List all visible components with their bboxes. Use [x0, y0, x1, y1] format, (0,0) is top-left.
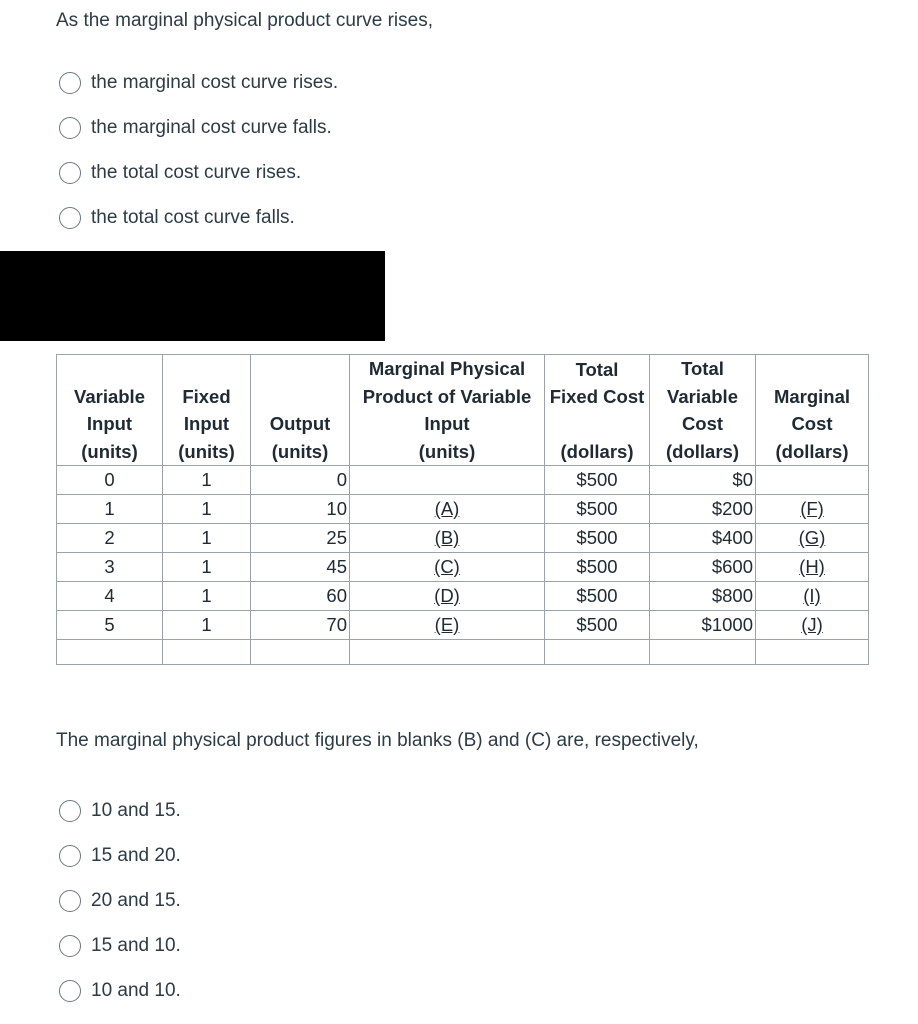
redacted-block [0, 251, 385, 341]
cell-marginal-cost: (I) [756, 582, 869, 611]
cell-variable-input: 4 [57, 582, 163, 611]
cell-variable-input: 2 [57, 524, 163, 553]
cell-marginal-cost: (G) [756, 524, 869, 553]
cell-fixed-input: 1 [163, 553, 251, 582]
cell-output: 10 [251, 495, 350, 524]
radio-button[interactable] [59, 845, 81, 867]
answer-option[interactable] [59, 788, 181, 833]
radio-button[interactable] [59, 207, 81, 229]
answer-option[interactable] [59, 833, 181, 878]
question-1-options [59, 60, 338, 240]
cell-marginal-cost [756, 466, 869, 495]
answer-option-label: the marginal cost curve falls. [91, 116, 332, 138]
cell-variable-input: 5 [57, 611, 163, 640]
answer-option[interactable] [59, 878, 181, 923]
cell-variable-input: 3 [57, 553, 163, 582]
radio-button[interactable] [59, 800, 81, 822]
table-row [57, 611, 869, 640]
cell-mpp [350, 466, 545, 495]
cell-total-variable-cost: $200 [650, 495, 756, 524]
radio-button[interactable] [59, 980, 81, 1002]
header-fixed-input: Fixed Input (units) [163, 355, 251, 466]
table-row [57, 466, 869, 495]
cell-total-variable-cost: $1000 [650, 611, 756, 640]
header-total-fixed-cost: Total Fixed Cost (dollars) [545, 355, 650, 466]
table-row [57, 553, 869, 582]
answer-option[interactable] [59, 150, 338, 195]
cell-mpp: (D) [350, 582, 545, 611]
header-marginal-physical-product: Marginal Physical Product of Variable Input (units) [350, 355, 545, 466]
answer-option[interactable] [59, 60, 338, 105]
cell-total-fixed-cost: $500 [545, 495, 650, 524]
empty-cell [756, 640, 869, 665]
cell-fixed-input: 1 [163, 524, 251, 553]
cell-output: 45 [251, 553, 350, 582]
empty-cell [545, 640, 650, 665]
answer-option-label: 10 and 10. [91, 979, 181, 1001]
table-row [57, 495, 869, 524]
empty-cell [251, 640, 350, 665]
header-total-variable-cost: Total Variable Cost (dollars) [650, 355, 756, 466]
cell-total-fixed-cost: $500 [545, 524, 650, 553]
table-row [57, 582, 869, 611]
cell-mpp: (B) [350, 524, 545, 553]
question-2-options [59, 788, 181, 1013]
answer-option[interactable] [59, 105, 338, 150]
cell-fixed-input: 1 [163, 466, 251, 495]
answer-option-label: 10 and 15. [91, 799, 181, 821]
radio-button[interactable] [59, 72, 81, 94]
radio-button[interactable] [59, 935, 81, 957]
cell-marginal-cost: (F) [756, 495, 869, 524]
empty-cell [57, 640, 163, 665]
answer-option[interactable] [59, 968, 181, 1013]
cell-total-fixed-cost: $500 [545, 582, 650, 611]
cell-output: 25 [251, 524, 350, 553]
empty-cell [163, 640, 251, 665]
cell-variable-input: 1 [57, 495, 163, 524]
cell-fixed-input: 1 [163, 582, 251, 611]
table-row [57, 524, 869, 553]
cell-total-variable-cost: $0 [650, 466, 756, 495]
answer-option-label: 20 and 15. [91, 889, 181, 911]
answer-option-label: the marginal cost curve rises. [91, 71, 339, 93]
cell-marginal-cost: (J) [756, 611, 869, 640]
cell-total-variable-cost: $400 [650, 524, 756, 553]
question-1-text: As the marginal physical product curve rises, [56, 10, 433, 31]
cost-table [56, 354, 869, 665]
header-output: Output (units) [251, 355, 350, 466]
cell-variable-input: 0 [57, 466, 163, 495]
cell-fixed-input: 1 [163, 495, 251, 524]
cell-total-variable-cost: $800 [650, 582, 756, 611]
answer-option[interactable] [59, 923, 181, 968]
answer-option-label: 15 and 10. [91, 934, 181, 956]
cell-output: 60 [251, 582, 350, 611]
header-variable-input: Variable Input (units) [57, 355, 163, 466]
cell-fixed-input: 1 [163, 611, 251, 640]
answer-option-label: the total cost curve rises. [91, 161, 302, 183]
cell-total-fixed-cost: $500 [545, 611, 650, 640]
answer-option-label: the total cost curve falls. [91, 206, 295, 228]
table-row-empty [57, 640, 869, 665]
cell-output: 70 [251, 611, 350, 640]
cell-mpp: (A) [350, 495, 545, 524]
cell-total-fixed-cost: $500 [545, 553, 650, 582]
radio-button[interactable] [59, 117, 81, 139]
question-2-text: The marginal physical product figures in blanks (B) and (C) are, respectively, [56, 730, 699, 751]
cell-mpp: (C) [350, 553, 545, 582]
empty-cell [350, 640, 545, 665]
radio-button[interactable] [59, 162, 81, 184]
answer-option-label: 15 and 20. [91, 844, 181, 866]
answer-option[interactable] [59, 195, 338, 240]
empty-cell [650, 640, 756, 665]
cell-total-fixed-cost: $500 [545, 466, 650, 495]
header-marginal-cost: Marginal Cost (dollars) [756, 355, 869, 466]
cell-marginal-cost: (H) [756, 553, 869, 582]
cell-output: 0 [251, 466, 350, 495]
table-header-row [57, 355, 869, 466]
cell-mpp: (E) [350, 611, 545, 640]
radio-button[interactable] [59, 890, 81, 912]
cell-total-variable-cost: $600 [650, 553, 756, 582]
